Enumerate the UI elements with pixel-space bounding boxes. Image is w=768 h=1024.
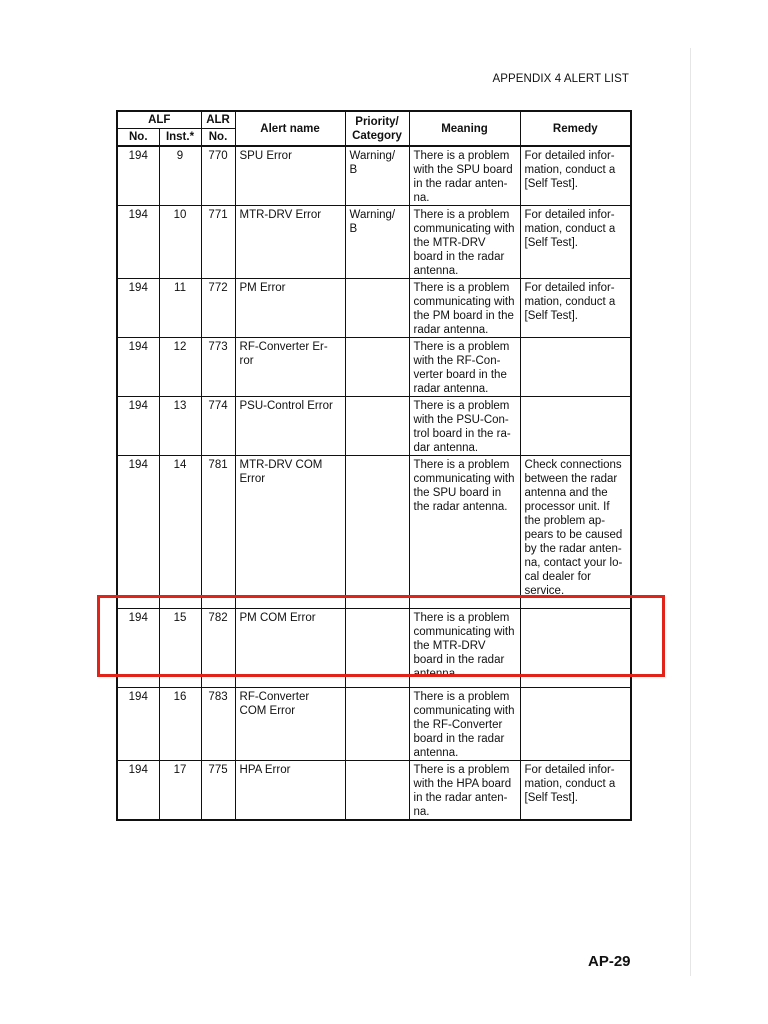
page-edge-divider [690,48,691,976]
cell-alr-no: 773 [201,338,235,397]
cell-remedy: For detailed infor- mation, conduct a [Self Test]. [520,279,631,338]
header-alf-no: No. [117,129,159,147]
cell-priority-category [345,279,409,338]
cell-alert-name: PSU-Control Error [235,397,345,456]
cell-alf-inst: 14 [159,456,201,609]
header-meaning: Meaning [409,111,520,146]
table-body [117,146,631,820]
cell-alr-no: 771 [201,206,235,279]
cell-priority-category [345,688,409,761]
cell-remedy [520,688,631,761]
cell-remedy [520,397,631,456]
cell-alf-no: 194 [117,279,159,338]
header-alr: ALR [201,111,235,129]
cell-alf-inst: 10 [159,206,201,279]
cell-alert-name: HPA Error [235,761,345,821]
cell-meaning: There is a problem communicating with the PM board in the radar antenna. [409,279,520,338]
cell-alf-inst: 12 [159,338,201,397]
cell-alf-inst: 11 [159,279,201,338]
cell-alert-name: RF-Converter COM Error [235,688,345,761]
cell-priority-category: Warning/ B [345,206,409,279]
alert-list-table [116,110,632,821]
cell-alert-name: SPU Error [235,146,345,206]
cell-meaning: There is a problem with the PSU-Con- trol board in the ra- dar antenna. [409,397,520,456]
cell-alert-name: MTR-DRV Error [235,206,345,279]
cell-alf-inst: 15 [159,609,201,688]
header-alf: ALF [117,111,201,129]
cell-alr-no: 783 [201,688,235,761]
cell-alf-inst: 9 [159,146,201,206]
cell-meaning: There is a problem communicating with the RF-Converter board in the radar antenna. [409,688,520,761]
cell-alf-inst: 17 [159,761,201,821]
cell-alf-inst: 13 [159,397,201,456]
cell-remedy: Check connections between the radar antenna and the processor unit. If the problem ap- pears to be caused by the radar anten- na, contact your lo- cal dealer for service. [520,456,631,609]
cell-alr-no: 772 [201,279,235,338]
cell-meaning: There is a problem with the SPU board in the radar anten- na. [409,146,520,206]
cell-alf-inst: 16 [159,688,201,761]
cell-alr-no: 781 [201,456,235,609]
cell-alf-no: 194 [117,146,159,206]
cell-remedy: For detailed infor- mation, conduct a [Self Test]. [520,146,631,206]
cell-alr-no: 775 [201,761,235,821]
cell-priority-category [345,338,409,397]
header-priority-category: Priority/ Category [345,111,409,146]
cell-alert-name: MTR-DRV COM Error [235,456,345,609]
cell-priority-category [345,397,409,456]
page-number: AP-29 [588,953,631,970]
cell-priority-category [345,456,409,609]
cell-alr-no: 774 [201,397,235,456]
cell-alf-no: 194 [117,338,159,397]
header-remedy: Remedy [520,111,631,146]
cell-alf-no: 194 [117,761,159,821]
table-row [117,761,631,821]
cell-remedy [520,338,631,397]
cell-priority-category: Warning/ B [345,146,409,206]
cell-alert-name: PM COM Error [235,609,345,688]
cell-meaning: There is a problem communicating with the SPU board in the radar antenna. [409,456,520,609]
cell-priority-category [345,761,409,821]
table-row [117,688,631,761]
cell-alf-no: 194 [117,397,159,456]
header-alf-inst: Inst.* [159,129,201,147]
highlight-box [97,595,665,677]
cell-alr-no: 782 [201,609,235,688]
cell-remedy: For detailed infor- mation, conduct a [Self Test]. [520,206,631,279]
page-header: APPENDIX 4 ALERT LIST [492,73,629,85]
header-alert-name: Alert name [235,111,345,146]
cell-meaning: There is a problem with the RF-Con- verter board in the radar antenna. [409,338,520,397]
cell-meaning: There is a problem communicating with the MTR-DRV board in the radar antenna. [409,609,520,688]
cell-alr-no: 770 [201,146,235,206]
table-row [117,206,631,279]
cell-alf-no: 194 [117,688,159,761]
table-header-row-top [117,111,631,129]
cell-alf-no: 194 [117,609,159,688]
table-row [117,338,631,397]
cell-alf-no: 194 [117,456,159,609]
cell-remedy: For detailed infor- mation, conduct a [Self Test]. [520,761,631,821]
table-row [117,456,631,609]
cell-alf-no: 194 [117,206,159,279]
cell-meaning: There is a problem with the HPA board in the radar anten- na. [409,761,520,821]
cell-meaning: There is a problem communicating with the MTR-DRV board in the radar antenna. [409,206,520,279]
cell-alert-name: RF-Converter Er- ror [235,338,345,397]
table-row [117,397,631,456]
table-row [117,146,631,206]
table-row [117,279,631,338]
header-alr-no: No. [201,129,235,147]
cell-alert-name: PM Error [235,279,345,338]
